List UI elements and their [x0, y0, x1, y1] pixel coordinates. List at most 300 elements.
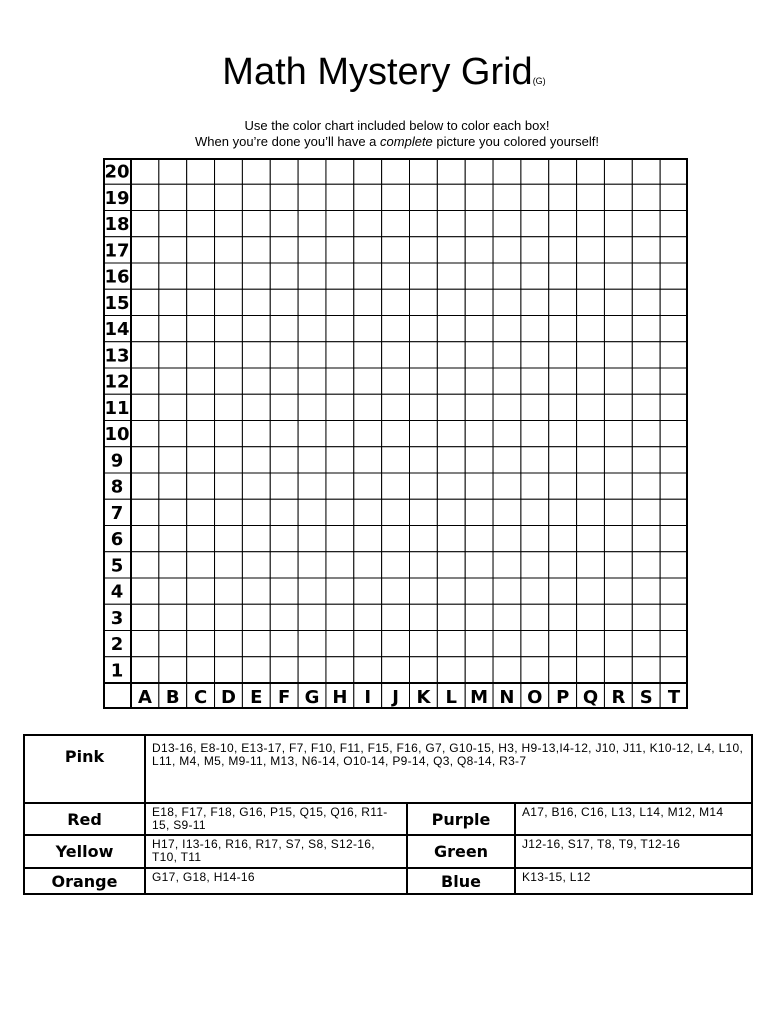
- grid-cell-P13: [549, 342, 577, 368]
- grid-cell-J8: [382, 473, 410, 499]
- grid-cell-F4: [270, 578, 298, 604]
- grid-cell-C8: [187, 473, 215, 499]
- grid-cell-G7: [298, 499, 326, 525]
- grid-cell-T18: [660, 211, 688, 237]
- grid-cell-T12: [660, 368, 688, 394]
- color-name-pink: Pink: [24, 735, 145, 803]
- grid-cell-H17: [326, 237, 354, 263]
- grid-cell-P5: [549, 552, 577, 578]
- grid-cell-M11: [465, 394, 493, 420]
- grid-cell-P14: [549, 316, 577, 342]
- grid-cell-O8: [521, 473, 549, 499]
- grid-cell-B9: [159, 447, 187, 473]
- grid-cell-T7: [660, 499, 688, 525]
- grid-cell-L16: [437, 263, 465, 289]
- cells-blue: K13-15, L12: [515, 868, 752, 894]
- grid-cell-Q8: [577, 473, 605, 499]
- grid-cell-E19: [242, 184, 270, 210]
- grid-cell-Q1: [577, 657, 605, 683]
- row-label: 4: [110, 581, 124, 603]
- grid-cell-I11: [354, 394, 382, 420]
- grid-cell-M3: [465, 604, 493, 630]
- grid-cell-M20: [465, 158, 493, 184]
- grid-cell-Q5: [577, 552, 605, 578]
- grid-cell-A15: [131, 289, 159, 315]
- grid-cell-R6: [604, 526, 632, 552]
- grid-cell-K16: [410, 263, 438, 289]
- grid-cell-K11: [410, 394, 438, 420]
- grid-cell-J6: [382, 526, 410, 552]
- grid-cell-G17: [298, 237, 326, 263]
- grid-cell-C2: [187, 631, 215, 657]
- grid-cell-A13: [131, 342, 159, 368]
- grid-cell-T1: [660, 657, 688, 683]
- grid-cell-B14: [159, 316, 187, 342]
- grid-cell-M19: [465, 184, 493, 210]
- grid-cell-M5: [465, 552, 493, 578]
- grid-cell-O10: [521, 421, 549, 447]
- grid-cell-L15: [437, 289, 465, 315]
- grid-cell-T3: [660, 604, 688, 630]
- grid-cell-E11: [242, 394, 270, 420]
- grid-cell-D7: [215, 499, 243, 525]
- grid-cell-H5: [326, 552, 354, 578]
- grid-cell-E14: [242, 316, 270, 342]
- grid-cell-C17: [187, 237, 215, 263]
- grid-cell-G8: [298, 473, 326, 499]
- row-label: 16: [104, 266, 130, 288]
- grid-cell-B16: [159, 263, 187, 289]
- grid-cell-E18: [242, 211, 270, 237]
- page-title: [0, 48, 768, 105]
- grid-cell-Q10: [577, 421, 605, 447]
- instruction-line-1: Use the color chart included below to color each box!: [244, 118, 550, 133]
- grid-cell-Q17: [577, 237, 605, 263]
- grid-cell-N4: [493, 578, 521, 604]
- grid-cell-R9: [604, 447, 632, 473]
- grid-cell-P3: [549, 604, 577, 630]
- grid-cell-N18: [493, 211, 521, 237]
- grid-cell-J14: [382, 316, 410, 342]
- grid-cell-R19: [604, 184, 632, 210]
- grid-cell-H19: [326, 184, 354, 210]
- grid-cell-A6: [131, 526, 159, 552]
- grid-cell-E6: [242, 526, 270, 552]
- grid-cell-O12: [521, 368, 549, 394]
- grid-cell-R10: [604, 421, 632, 447]
- grid-cell-L8: [437, 473, 465, 499]
- grid-cell-M18: [465, 211, 493, 237]
- grid-cell-O17: [521, 237, 549, 263]
- grid-cell-J11: [382, 394, 410, 420]
- grid-cell-G15: [298, 289, 326, 315]
- grid-cell-R16: [604, 263, 632, 289]
- grid-cell-D9: [215, 447, 243, 473]
- row-label: 12: [104, 371, 130, 393]
- grid-svg: [103, 158, 688, 709]
- grid-cell-N1: [493, 657, 521, 683]
- grid-cell-R13: [604, 342, 632, 368]
- grid-cell-D18: [215, 211, 243, 237]
- grid-cell-C5: [187, 552, 215, 578]
- grid-cell-L5: [437, 552, 465, 578]
- grid-cell-Q12: [577, 368, 605, 394]
- grid-cell-G3: [298, 604, 326, 630]
- grid-cell-C3: [187, 604, 215, 630]
- grid-cell-D14: [215, 316, 243, 342]
- column-label: A: [137, 687, 152, 708]
- grid-cell-L1: [437, 657, 465, 683]
- grid-cell-E20: [242, 158, 270, 184]
- grid-cell-O1: [521, 657, 549, 683]
- grid-cell-K9: [410, 447, 438, 473]
- grid-cell-N2: [493, 631, 521, 657]
- grid-cell-S6: [632, 526, 660, 552]
- row-label: 14: [104, 319, 130, 341]
- column-label: Q: [582, 687, 599, 708]
- grid-cell-D15: [215, 289, 243, 315]
- grid-cell-T14: [660, 316, 688, 342]
- column-label: I: [364, 687, 372, 708]
- grid-cell-T2: [660, 631, 688, 657]
- grid-cell-B11: [159, 394, 187, 420]
- grid-cell-G18: [298, 211, 326, 237]
- grid-cell-H6: [326, 526, 354, 552]
- grid-cell-S8: [632, 473, 660, 499]
- grid-cell-K8: [410, 473, 438, 499]
- grid-cell-A10: [131, 421, 159, 447]
- grid-cell-D19: [215, 184, 243, 210]
- grid-cell-D17: [215, 237, 243, 263]
- grid-cell-B6: [159, 526, 187, 552]
- grid-cell-P6: [549, 526, 577, 552]
- grid-cell-C11: [187, 394, 215, 420]
- grid-cell-O13: [521, 342, 549, 368]
- title-suffix: (G): [532, 76, 546, 86]
- grid-cell-S2: [632, 631, 660, 657]
- grid-cell-T5: [660, 552, 688, 578]
- grid-cell-G5: [298, 552, 326, 578]
- grid-cell-L14: [437, 316, 465, 342]
- grid-cell-A16: [131, 263, 159, 289]
- grid-cell-R17: [604, 237, 632, 263]
- grid-cell-P11: [549, 394, 577, 420]
- grid-cell-D8: [215, 473, 243, 499]
- grid-cell-M9: [465, 447, 493, 473]
- grid-cell-P10: [549, 421, 577, 447]
- grid-cell-F7: [270, 499, 298, 525]
- grid-cell-I15: [354, 289, 382, 315]
- color-name-red: Red: [24, 803, 145, 835]
- grid-cell-B1: [159, 657, 187, 683]
- grid-cell-E9: [242, 447, 270, 473]
- grid-cell-H10: [326, 421, 354, 447]
- column-label: D: [220, 687, 236, 708]
- grid-cell-N12: [493, 368, 521, 394]
- grid-cell-F11: [270, 394, 298, 420]
- color-name-orange: Orange: [24, 868, 145, 894]
- grid-cell-N16: [493, 263, 521, 289]
- grid-cell-M13: [465, 342, 493, 368]
- grid-cell-O9: [521, 447, 549, 473]
- grid-cell-O16: [521, 263, 549, 289]
- grid-cell-B13: [159, 342, 187, 368]
- grid-cell-J12: [382, 368, 410, 394]
- grid-cell-H9: [326, 447, 354, 473]
- grid-cell-S13: [632, 342, 660, 368]
- grid-cell-J7: [382, 499, 410, 525]
- grid-cell-S7: [632, 499, 660, 525]
- key-row-pink: [24, 735, 752, 803]
- grid-cell-C14: [187, 316, 215, 342]
- grid-cell-A18: [131, 211, 159, 237]
- grid-cell-P7: [549, 499, 577, 525]
- grid-cell-R2: [604, 631, 632, 657]
- column-label: R: [611, 687, 626, 708]
- grid-cell-K13: [410, 342, 438, 368]
- grid-cell-T10: [660, 421, 688, 447]
- grid-cell-M7: [465, 499, 493, 525]
- grid-cell-K15: [410, 289, 438, 315]
- grid-cell-S9: [632, 447, 660, 473]
- grid-cell-N7: [493, 499, 521, 525]
- grid-cell-T4: [660, 578, 688, 604]
- grid-cell-D13: [215, 342, 243, 368]
- grid-cell-T13: [660, 342, 688, 368]
- grid-cell-F13: [270, 342, 298, 368]
- grid-cell-G1: [298, 657, 326, 683]
- grid-cell-J9: [382, 447, 410, 473]
- row-label: 1: [110, 660, 124, 682]
- row-label: 11: [104, 397, 130, 419]
- grid-cell-S19: [632, 184, 660, 210]
- grid-cell-N13: [493, 342, 521, 368]
- grid-cell-M15: [465, 289, 493, 315]
- grid-cell-I18: [354, 211, 382, 237]
- grid-cell-D16: [215, 263, 243, 289]
- grid-cell-P12: [549, 368, 577, 394]
- grid-cell-G6: [298, 526, 326, 552]
- grid-cell-T9: [660, 447, 688, 473]
- column-label: G: [304, 687, 320, 708]
- grid-cell-G20: [298, 158, 326, 184]
- grid-cell-A11: [131, 394, 159, 420]
- grid-cell-F8: [270, 473, 298, 499]
- grid-cell-G9: [298, 447, 326, 473]
- grid-cell-O5: [521, 552, 549, 578]
- grid-cell-J3: [382, 604, 410, 630]
- row-label: 5: [110, 555, 124, 577]
- grid-cell-I12: [354, 368, 382, 394]
- grid-cell-M12: [465, 368, 493, 394]
- grid-cell-B10: [159, 421, 187, 447]
- grid-cell-S5: [632, 552, 660, 578]
- column-label: L: [445, 687, 458, 708]
- title-text: Math Mystery Grid: [222, 51, 533, 93]
- cells-green: J12-16, S17, T8, T9, T12-16: [515, 835, 752, 868]
- column-label: C: [194, 687, 208, 708]
- grid-cell-F10: [270, 421, 298, 447]
- grid-cell-R15: [604, 289, 632, 315]
- grid-cell-S16: [632, 263, 660, 289]
- grid-cell-J16: [382, 263, 410, 289]
- grid-cell-M1: [465, 657, 493, 683]
- grid-cell-D6: [215, 526, 243, 552]
- grid-cell-S10: [632, 421, 660, 447]
- grid-cell-B4: [159, 578, 187, 604]
- grid-cell-D4: [215, 578, 243, 604]
- grid-cell-M2: [465, 631, 493, 657]
- grid-cell-N17: [493, 237, 521, 263]
- grid-cell-T19: [660, 184, 688, 210]
- grid-cell-H12: [326, 368, 354, 394]
- grid-cell-J1: [382, 657, 410, 683]
- grid-cell-B8: [159, 473, 187, 499]
- grid-cell-J4: [382, 578, 410, 604]
- grid-cell-L6: [437, 526, 465, 552]
- grid-cell-G13: [298, 342, 326, 368]
- mystery-grid: [103, 158, 688, 709]
- row-label: 8: [110, 476, 124, 498]
- grid-cell-I14: [354, 316, 382, 342]
- grid-cell-C1: [187, 657, 215, 683]
- grid-cell-H2: [326, 631, 354, 657]
- column-label: B: [165, 687, 180, 708]
- grid-cell-S18: [632, 211, 660, 237]
- grid-cell-O7: [521, 499, 549, 525]
- grid-cell-N8: [493, 473, 521, 499]
- grid-cell-A14: [131, 316, 159, 342]
- grid-cell-J17: [382, 237, 410, 263]
- grid-cell-L10: [437, 421, 465, 447]
- grid-cell-O4: [521, 578, 549, 604]
- column-label: P: [556, 687, 570, 708]
- column-label: E: [250, 687, 263, 708]
- column-label: S: [639, 687, 653, 708]
- grid-cell-I7: [354, 499, 382, 525]
- grid-cell-Q2: [577, 631, 605, 657]
- grid-cell-C13: [187, 342, 215, 368]
- instruction-text-after: picture you colored yourself!: [432, 134, 599, 149]
- grid-cell-I16: [354, 263, 382, 289]
- grid-cell-O18: [521, 211, 549, 237]
- grid-cell-J10: [382, 421, 410, 447]
- grid-cell-Q6: [577, 526, 605, 552]
- grid-cell-B18: [159, 211, 187, 237]
- grid-cell-F19: [270, 184, 298, 210]
- grid-cell-R3: [604, 604, 632, 630]
- cells-yellow: H17, I13-16, R16, R17, S7, S8, S12-16, T10, T11: [145, 835, 407, 868]
- grid-cell-A5: [131, 552, 159, 578]
- grid-cell-E15: [242, 289, 270, 315]
- grid-cell-I6: [354, 526, 382, 552]
- grid-cell-A20: [131, 158, 159, 184]
- grid-cell-T15: [660, 289, 688, 315]
- column-label: K: [416, 687, 431, 708]
- grid-cell-H3: [326, 604, 354, 630]
- grid-cell-E8: [242, 473, 270, 499]
- grid-cell-R14: [604, 316, 632, 342]
- grid-cell-D3: [215, 604, 243, 630]
- grid-cell-M10: [465, 421, 493, 447]
- grid-cell-K12: [410, 368, 438, 394]
- row-label: 18: [104, 214, 130, 236]
- grid-cell-J18: [382, 211, 410, 237]
- grid-cell-F9: [270, 447, 298, 473]
- grid-cell-O3: [521, 604, 549, 630]
- grid-cell-O6: [521, 526, 549, 552]
- grid-cell-K3: [410, 604, 438, 630]
- grid-cell-O14: [521, 316, 549, 342]
- grid-cell-E12: [242, 368, 270, 394]
- column-label: F: [278, 687, 291, 708]
- grid-cell-N11: [493, 394, 521, 420]
- grid-cell-R11: [604, 394, 632, 420]
- grid-cell-D2: [215, 631, 243, 657]
- grid-cell-Q4: [577, 578, 605, 604]
- grid-cell-F20: [270, 158, 298, 184]
- grid-cell-P19: [549, 184, 577, 210]
- column-label: O: [527, 687, 543, 708]
- grid-cell-H18: [326, 211, 354, 237]
- grid-cell-J15: [382, 289, 410, 315]
- grid-cell-L18: [437, 211, 465, 237]
- grid-cell-C20: [187, 158, 215, 184]
- grid-cell-E13: [242, 342, 270, 368]
- grid-cell-G12: [298, 368, 326, 394]
- cells-pink: D13-16, E8-10, E13-17, F7, F10, F11, F15, F16, G7, G10-15, H3, H9-13,I4-12, J10, J11, K10-12, L4, L10, L11, M4, M5, M9-11, M13, N6-14, O10-14, P9-14, Q3, Q8-14, R3-7: [145, 735, 752, 803]
- grid-cell-P16: [549, 263, 577, 289]
- grid-cell-M4: [465, 578, 493, 604]
- grid-cell-T8: [660, 473, 688, 499]
- grid-cell-P20: [549, 158, 577, 184]
- grid-cell-O20: [521, 158, 549, 184]
- grid-cell-R18: [604, 211, 632, 237]
- grid-cell-Q7: [577, 499, 605, 525]
- grid-cell-J13: [382, 342, 410, 368]
- grid-cell-F5: [270, 552, 298, 578]
- grid-cell-R7: [604, 499, 632, 525]
- color-name-purple: Purple: [407, 803, 515, 835]
- grid-cell-J2: [382, 631, 410, 657]
- row-label: 7: [110, 502, 124, 524]
- grid-cell-S17: [632, 237, 660, 263]
- grid-cell-T17: [660, 237, 688, 263]
- grid-cell-M16: [465, 263, 493, 289]
- grid-cell-B19: [159, 184, 187, 210]
- grid-cell-K6: [410, 526, 438, 552]
- grid-cell-K17: [410, 237, 438, 263]
- grid-cell-G19: [298, 184, 326, 210]
- grid-cell-L3: [437, 604, 465, 630]
- column-label: J: [392, 687, 399, 708]
- grid-cell-K14: [410, 316, 438, 342]
- grid-cell-M17: [465, 237, 493, 263]
- grid-cell-G10: [298, 421, 326, 447]
- grid-cell-N20: [493, 158, 521, 184]
- instruction-text-before: When you’re done you’ll have a: [195, 134, 381, 149]
- grid-cell-N15: [493, 289, 521, 315]
- grid-cell-B3: [159, 604, 187, 630]
- grid-cell-F18: [270, 211, 298, 237]
- grid-cell-G14: [298, 316, 326, 342]
- grid-cell-E4: [242, 578, 270, 604]
- grid-cell-E1: [242, 657, 270, 683]
- grid-cell-A8: [131, 473, 159, 499]
- grid-cell-L12: [437, 368, 465, 394]
- grid-cell-C15: [187, 289, 215, 315]
- grid-cell-K2: [410, 631, 438, 657]
